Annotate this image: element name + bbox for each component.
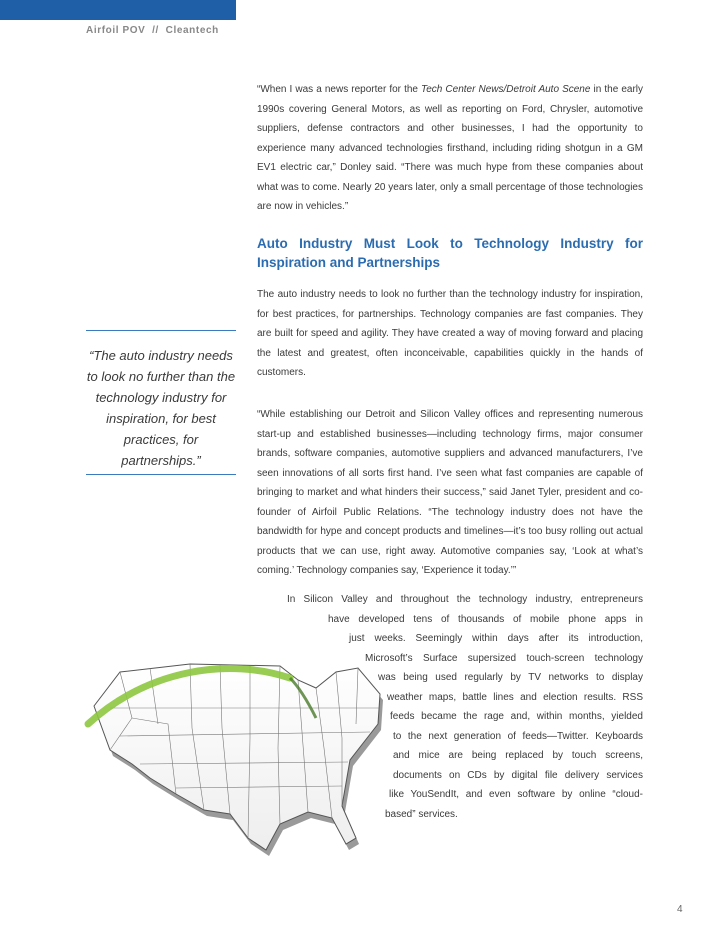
paragraph-line: weather maps, battle lines and election results. RSS [387, 691, 643, 703]
paragraph-line: In Silicon Valley and throughout the technology industry, entrepreneurs [287, 594, 643, 605]
intro-quote-part2: in the early 1990s covering General Motors, as well as reporting on Ford, Chrysler, automotive suppliers, defense contractors and other businesses, I had the opportunity to experience many advanced technologies firsthand, including riding shotgun in a GM EV1 electric car,” Donley said. “There was much hype from these companies about what was to come. Nearly 20 years later, only a small percentage of those technologies are now in vehicles.” [257, 84, 643, 212]
technology-paragraph-text: The auto industry needs to look no further than the technology industry for inspiration, for best practices, for partnerships. Technology companies are fast companies. They are built for speed and agility. They have created a way of moving forward and placing the latest and greatest, often inconceivable, capabilities quickly in the hands of customers. [257, 289, 643, 378]
publication-name: Tech Center News/Detroit Auto Scene [421, 84, 591, 95]
paragraph-line: have developed tens of thousands of mobile phone apps in [328, 613, 643, 625]
intro-quote-part1: “When I was a news reporter for the [257, 84, 422, 95]
paragraph-line: just weeks. Seemingly within days after its introduction, [349, 633, 643, 644]
tyler-quote-paragraph [257, 405, 643, 581]
section-heading: Auto Industry Must Look to Technology Industry for Inspiration and Partnerships [257, 236, 643, 270]
pull-quote-top-rule [86, 330, 236, 331]
intro-quote-paragraph [257, 80, 643, 217]
page-number: 4 [677, 904, 683, 915]
paragraph-line: like YouSendIt, and even software by online “cloud- [389, 789, 643, 800]
header-color-bar [0, 0, 236, 20]
pull-quote: “The auto industry needs to look no further than the technology industry for inspiration, for best practices, for partnerships.” [86, 348, 236, 468]
paragraph-line: to the next generation of feeds—Twitter. Keyboards [393, 730, 643, 742]
pull-quote-bottom-rule [86, 474, 236, 475]
paragraph-line: feeds became the rage and, within months, yielded [390, 711, 643, 722]
header-label: Airfoil POV // Cleantech [86, 25, 219, 36]
us-map-illustration [80, 628, 410, 858]
paragraph-line: based” services. [385, 808, 458, 820]
paragraph-line: and mice are being replaced by touch screens, [393, 750, 643, 761]
paragraph-line: documents on CDs by digital file delivery services [393, 769, 643, 781]
paragraph-line: was being used regularly by TV networks to display [378, 672, 643, 683]
tyler-quote-text: “While establishing our Detroit and Silicon Valley offices and representing numerous start-up and established businesses—including technology firms, major consumer brands, software companies, automotive suppliers and advanced manufacturers, I’ve seen innovations of all sorts first hand. I’ve seen what fast companies are capable of bringing to market and what hinders their success,” said Janet Tyler, president and co-founder of Airfoil Public Relations. “The technology industry does not have the bandwidth for hype and concept products and timelines—it’s too busy rolling out actual products that we can use, right away. Automotive companies say, ‘Look at what’s coming.’ Technology companies say, ‘Experience it today.’” [257, 409, 643, 576]
paragraph-line: Microsoft’s Surface supersized touch-screen technology [365, 652, 643, 664]
technology-paragraph [257, 285, 643, 383]
